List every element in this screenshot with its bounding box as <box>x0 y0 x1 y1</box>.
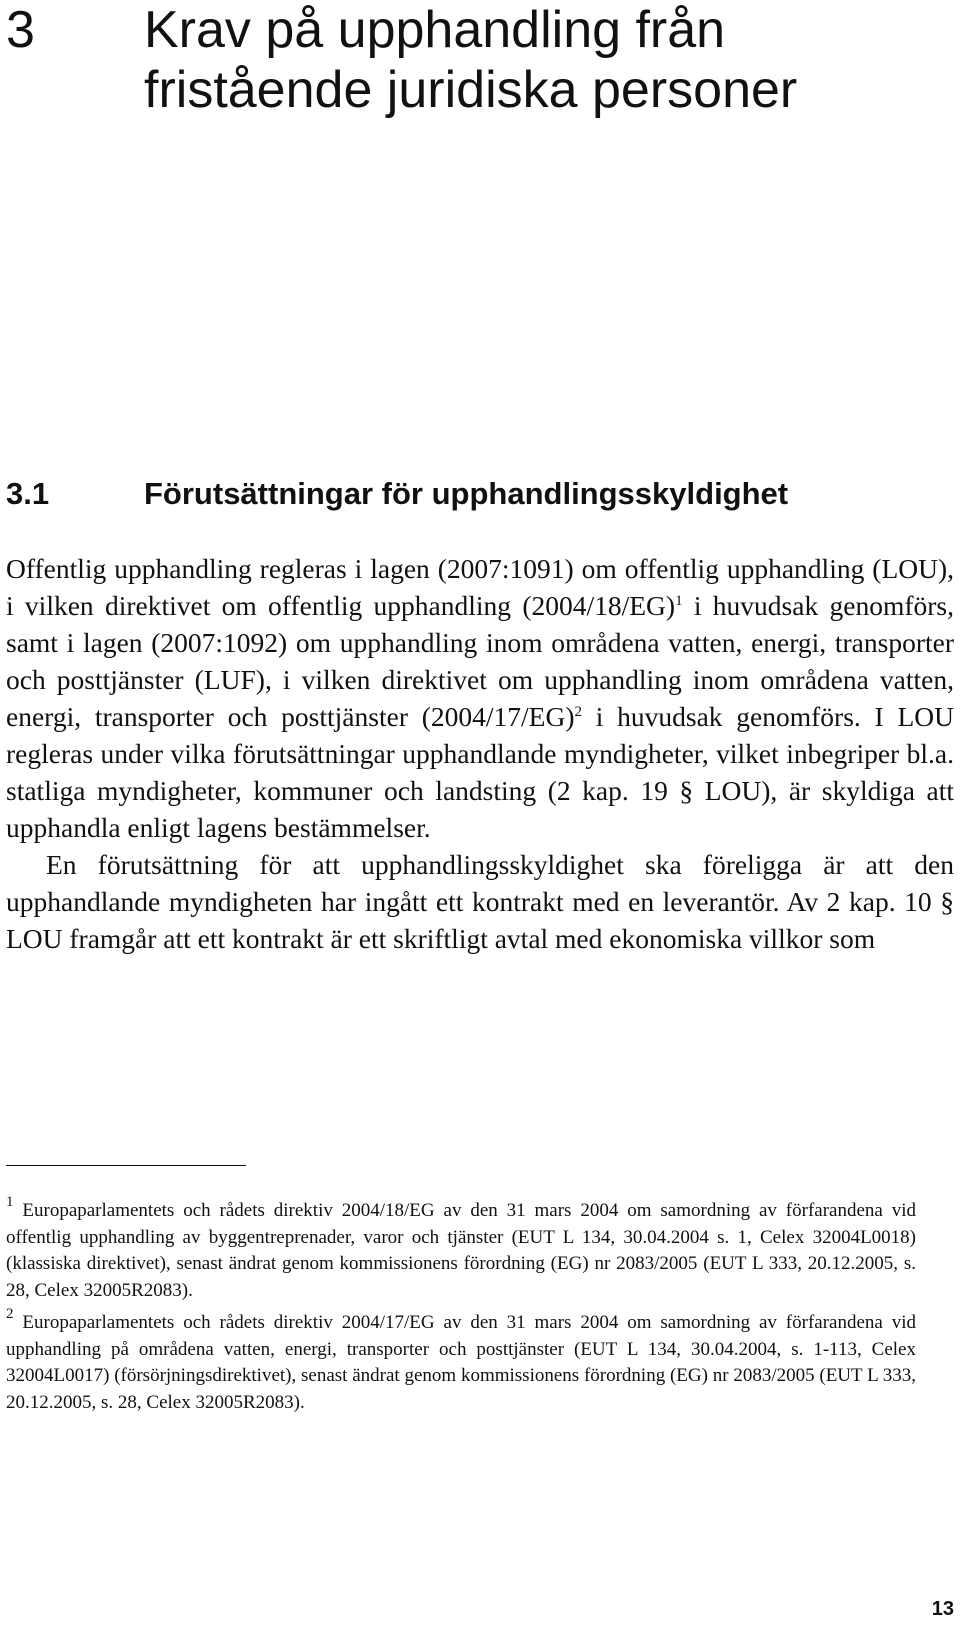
body-text <box>6 550 954 957</box>
footnote-ref-2[interactable]: 2 <box>574 704 582 720</box>
chapter-number: 3 <box>6 1 35 59</box>
paragraph-1-text-b: i huvudsak genomförs, samt i lagen (2007:1092) om upphandling inom områdena vatten, energi, transporter och posttjänster (LUF), i vilken direktivet om upphandling inom områdena vatten, energi, transporter och posttjänster (2004/17/EG) <box>6 590 954 732</box>
chapter-title: Krav på upphandling från fristående juridiska personer <box>144 1 798 119</box>
footnote-1-marker: 1 <box>6 1194 14 1210</box>
footnote-2-marker: 2 <box>6 1306 14 1322</box>
footnote-1-text: Europaparlamentets och rådets direktiv 2004/18/EG av den 31 mars 2004 om samordning av förfarandena vid offentlig upphandling av byggentreprenader, varor och tjänster (EUT L 134, 30.04.2004 s. 1, Celex 32004L0018)(klassiska direktivet), senast ändrat genom kommissionens förordning (EG) nr 2083/2005 (EUT L 333, 20.12.2005, s. 28, Celex 32005R2083). <box>6 1200 916 1301</box>
paragraph-1-text-a: Offentlig upphandling regleras i lagen (2007:1091) om offentlig upphandling (LOU), i vilken direktivet om offentlig upphandling (2004/18/EG) <box>6 553 954 621</box>
footnote-1 <box>6 1194 916 1304</box>
footnotes <box>6 1194 916 1416</box>
footnote-2-text: Europaparlamentets och rådets direktiv 2004/17/EG av den 31 mars 2004 om samordning av förfarandena vid upphandling på områdena vatten, energi, transporter och posttjänster (EUT L 134, 30.04.2004, s. 1-113, Celex 32004L0017) (försörjningsdirektivet), senast ändrat genom kommissionens förordning (EG) nr 2083/2005 (EUT L 333, 20.12.2005, s. 28, Celex 32005R2083). <box>6 1312 916 1413</box>
footnote-divider <box>6 1165 246 1166</box>
page-number: 13 <box>931 1598 954 1620</box>
section-title: Förutsättningar för upphandlingsskyldighet <box>144 476 789 511</box>
paragraph-1 <box>6 550 954 846</box>
footnote-ref-1[interactable]: 1 <box>675 593 683 609</box>
paragraph-2: En förutsättning för att upphandlingsskyldighet ska föreligga är att den upphandlande myndigheten har ingått ett kontrakt med en leverantör. Av 2 kap. 10 § LOU framgår att ett kontrakt är ett skriftligt avtal med ekonomiska villkor som <box>6 849 954 954</box>
footnote-2 <box>6 1306 916 1416</box>
paragraph-1-text-c: i huvudsak genomförs. I LOU regleras under vilka förutsättningar upphandlande myndigheter, vilket inbegriper bl.a. statliga myndigheter, kommuner och landsting (2 kap. 19 § LOU), är skyldiga att upphandla enligt lagens bestämmelser. <box>6 701 954 843</box>
section-number: 3.1 <box>6 476 50 511</box>
